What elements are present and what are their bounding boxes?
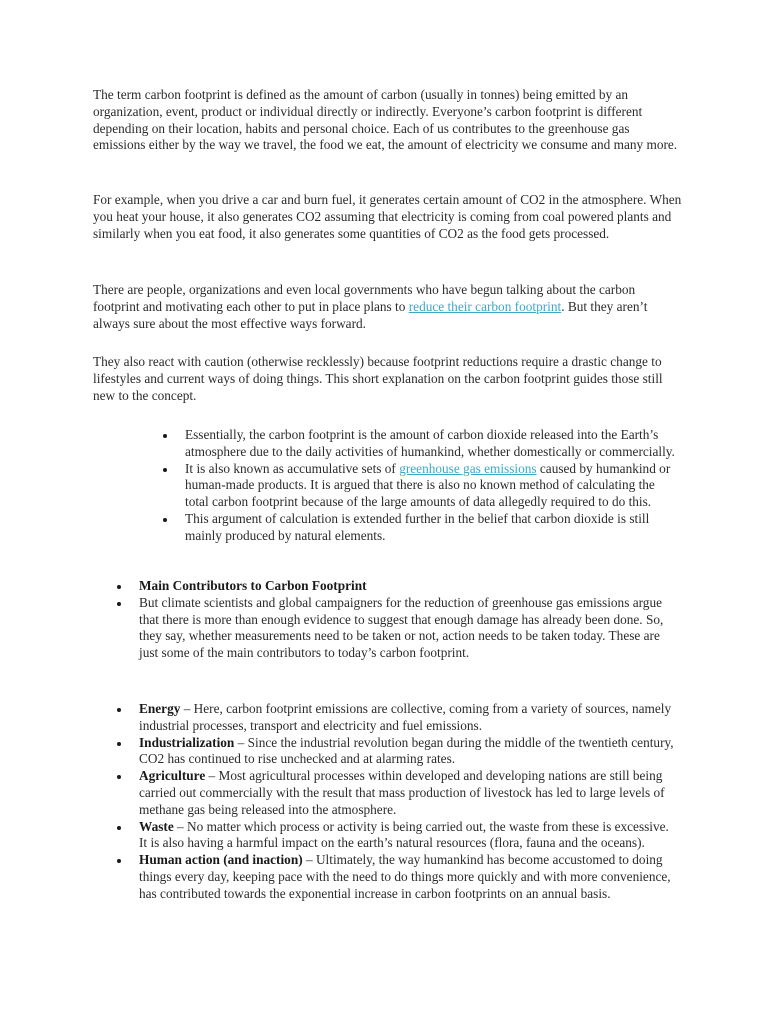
contributor-description: – No matter which process or activity is being carried out, the waste from these is excessive. It is also having a harmful impact on the earth’s natural resources (flora, fauna and the oceans). — [139, 818, 669, 851]
motivation-text-start: There are people, organizations and even local governments who have begun talking about the carbon footprint and motivating each other to put in place plans to — [93, 282, 636, 314]
list-item-text-start: It is also known as accumulative sets of — [185, 460, 400, 476]
bullet-icon — [117, 602, 121, 606]
contributor-term: Agriculture — [139, 768, 206, 784]
contributor-description: – Most agricultural processes within developed and developing nations are still being carried out commercially with the result that mass production of livestock has led to large levels of methane gas being released into the atmosphere. — [139, 768, 665, 817]
contributor-description: – Since the industrial revolution began during the middle of the twentieth century, CO2 has continued to rise unchecked and at alarming rates. — [139, 734, 674, 767]
list-item — [139, 595, 675, 662]
bullet-icon — [163, 468, 167, 472]
list-item — [185, 427, 675, 461]
list-item — [139, 819, 675, 853]
intro-paragraph: The term carbon footprint is defined as the amount of carbon (usually in tonnes) being emitted by an organization, event, product or individual directly or indirectly. Everyone’s carbon footprint is different depending on their location, habits and personal choice. Each of us contributes to the greenhouse gas emissions either by the way we travel, the food we eat, the amount of electricity we consume and many more. — [93, 87, 678, 153]
bullet-icon — [117, 742, 121, 746]
reduce-footprint-link[interactable]: reduce their carbon footprint — [408, 298, 562, 314]
contributor-term: Human action (and inaction) — [139, 852, 303, 868]
example-paragraph: For example, when you drive a car and burn fuel, it generates certain amount of CO2 in the atmosphere. When you heat your house, it also generates CO2 assuming that electricity is coming from coal powered plants and similarly when you eat food, it also generates some quantities of CO2 as the food gets processed. — [93, 192, 682, 241]
list-item — [139, 701, 675, 735]
list-item — [139, 852, 675, 902]
list-item — [139, 768, 675, 818]
contributor-description: – Here, carbon footprint emissions are collective, coming from a variety of sources, namely industrial processes, transport and electricity and fuel emissions. — [139, 701, 672, 733]
list-item — [185, 511, 675, 545]
bullet-icon — [163, 518, 167, 522]
bullet-icon — [163, 434, 167, 438]
contributor-term: Industrialization — [139, 734, 235, 750]
contributors-intro-list — [139, 578, 675, 662]
contributor-description: – Ultimately, the way humankind has become accustomed to doing things every day, keeping pace with the need to do things more quickly and with more convenience, has contributed towards the exponential increase in carbon footprints on an annual basis. — [139, 852, 671, 901]
list-item-text: Essentially, the carbon footprint is the amount of carbon dioxide released into the Earth’s atmosphere due to the daily activities of humankind, whether domestically or commercially. — [185, 427, 675, 459]
contributor-term: Waste — [139, 818, 174, 834]
motivation-text-end: . But they aren’t always sure about the most effective ways forward. — [93, 298, 648, 331]
motivation-paragraph — [93, 282, 683, 332]
greenhouse-gas-emissions-link[interactable]: greenhouse gas emissions — [399, 460, 537, 476]
definition-list — [185, 427, 675, 545]
list-item — [139, 735, 675, 769]
bullet-icon — [117, 775, 121, 779]
list-item-text: But climate scientists and global campaigners for the reduction of greenhouse gas emissions argue that there is more than enough evidence to suggest that enough damage has already been done. So, they say, whether measurements need to be taken or not, action needs to be taken today. These are just some of the main contributors to today’s carbon footprint. — [139, 594, 664, 661]
bullet-icon — [117, 826, 121, 830]
section-heading: Main Contributors to Carbon Footprint — [139, 578, 367, 593]
list-item-text: This argument of calculation is extended further in the belief that carbon dioxide is still mainly produced by natural elements. — [185, 510, 650, 543]
contributor-term: Energy — [139, 701, 181, 716]
list-item — [139, 578, 675, 595]
caution-paragraph: They also react with caution (otherwise recklessly) because footprint reductions require a drastic change to lifestyles and current ways of doing things. This short explanation on the carbon footprint guides those still new to the concept. — [93, 354, 663, 403]
bullet-icon — [117, 708, 121, 712]
bullet-icon — [117, 859, 121, 863]
list-item-text-end: caused by humankind or human-made products. It is argued that there is also no known method of calculating the total carbon footprint because of the large amounts of data allegedly required to do this. — [185, 460, 671, 510]
list-item — [185, 461, 675, 511]
contributors-list — [139, 701, 675, 903]
bullet-icon — [117, 585, 121, 589]
